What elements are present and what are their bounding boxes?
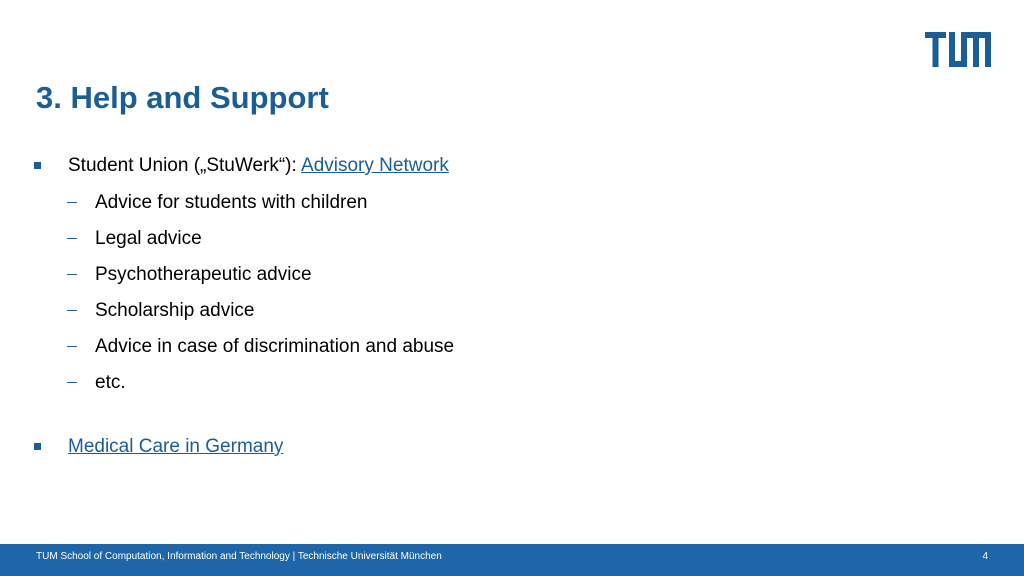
sub-item-text: etc. [95, 372, 126, 393]
sub-item-text: Advice for students with children [95, 192, 368, 213]
square-bullet-icon [34, 443, 41, 450]
dash-icon [67, 346, 77, 347]
dash-icon [67, 310, 77, 311]
bullet-text-student-union: Student Union („StuWerk“): [68, 155, 302, 176]
sub-item-text: Scholarship advice [95, 300, 255, 321]
advisory-network-link[interactable]: Advisory Network [301, 155, 449, 176]
tum-logo [925, 32, 991, 67]
square-bullet-icon [34, 162, 41, 169]
sub-item-text: Legal advice [95, 228, 202, 249]
dash-icon [67, 202, 77, 203]
sub-item-text: Advice in case of discrimination and abuse [95, 336, 455, 357]
medical-care-link[interactable]: Medical Care in Germany [68, 436, 284, 457]
footer-text: TUM School of Computation, Information and Technology | Technische Universität München [36, 551, 442, 562]
dash-icon [67, 274, 77, 275]
dash-icon [67, 382, 77, 383]
page-number: 4 [982, 551, 988, 562]
sub-item-text: Psychotherapeutic advice [95, 264, 312, 285]
footer-bar [0, 544, 1024, 576]
dash-icon [67, 238, 77, 239]
slide-title: 3. Help and Support [36, 80, 329, 115]
